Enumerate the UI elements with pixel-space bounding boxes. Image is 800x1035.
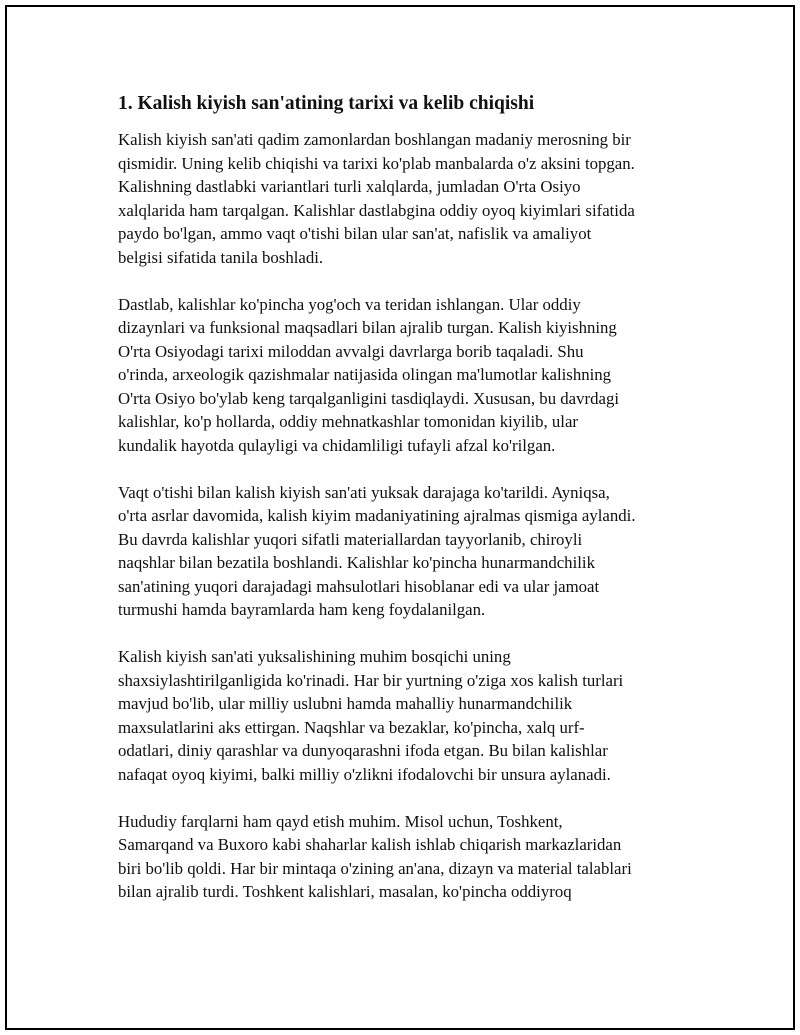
- paragraph-5: [118, 810, 698, 904]
- paragraph-line: Vaqt o'tishi bilan kalish kiyish san'ati yuksak darajaga ko'tarildi. Ayniqsa,: [118, 482, 610, 502]
- paragraph-line: shaxsiylashtirilganligida ko'rinadi. Har bir yurtning o'ziga xos kalish turlari: [118, 670, 624, 690]
- paragraph-line: nafaqat oyoq kiyimi, balki milliy o'zlikni ifodalovchi bir unsura aylanadi.: [118, 764, 611, 784]
- paragraph-line: naqshlar bilan bezatila boshlandi. Kalishlar ko'pincha hunarmandchilik: [118, 553, 595, 572]
- paragraph-1: [118, 128, 698, 269]
- paragraph-line: odatlari, diniy qarashlar va dunyoqarashni ifoda etgan. Bu bilan kalishlar: [118, 741, 608, 760]
- paragraph-line: O'rta Osiyo bo'ylab keng tarqalganligini tasdiqlaydi. Xususan, bu davrdagi: [118, 388, 619, 408]
- paragraph-line: biri bo'lib qoldi. Har bir mintaqa o'zining an'ana, dizayn va material talablari: [118, 858, 632, 878]
- paragraph-line: Samarqand va Buxoro kabi shaharlar kalish ishlab chiqarish markazlaridan: [118, 835, 622, 854]
- paragraph-line: paydo bo'lgan, ammo vaqt o'tishi bilan ular san'at, nafislik va amaliyot: [118, 224, 592, 243]
- paragraph-line: Hududiy farqlarni ham qayd etish muhim. Misol uchun, Toshkent,: [118, 811, 563, 831]
- paragraph-line: Kalishning dastlabki variantlari turli xalqlarda, jumladan O'rta Osiyo: [118, 177, 581, 196]
- paragraph-line: O'rta Osiyodagi tarixi miloddan avvalgi davrlarga borib taqaladi. Shu: [118, 341, 584, 361]
- paragraph-2: [118, 293, 698, 458]
- document-body: [118, 92, 698, 927]
- paragraph-line: qismidir. Uning kelib chiqishi va tarixi ko'plab manbalarda o'z aksini topgan.: [118, 153, 635, 173]
- paragraph-line: san'atining yuqori darajadagi mahsulotlari hisoblanar edi va ular jamoat: [118, 576, 600, 596]
- paragraph-line: dizaynlari va funksional maqsadlari bilan ajralib turgan. Kalish kiyishning: [118, 318, 617, 337]
- paragraph-line: kundalik hayotda qulayligi va chidamliligi tufayli afzal ko'rilgan.: [118, 435, 556, 455]
- paragraph-line: o'rinda, arxeologik qazishmalar natijasida olingan ma'lumotlar kalishning: [118, 365, 612, 384]
- paragraph-line: bilan ajralib turdi. Toshkent kalishlari, masalan, ko'pincha oddiyroq: [118, 882, 572, 901]
- section-title: 1. Kalish kiyish san'atining tarixi va kelib chiqishi: [118, 93, 535, 114]
- paragraph-line: belgisi sifatida tanila boshladi.: [118, 247, 324, 267]
- paragraph-line: maxsulatlarini aks ettirgan. Naqshlar va bezaklar, ko'pincha, xalq urf-: [118, 717, 585, 737]
- paragraph-line: mavjud bo'lib, ular milliy uslubni hamda mahalliy hunarmandchilik: [118, 694, 573, 713]
- paragraph-line: kalishlar, ko'p hollarda, oddiy mehnatkashlar tomonidan kiyilib, ular: [118, 412, 579, 431]
- paragraph-line: xalqlarida ham tarqalgan. Kalishlar dastlabgina oddiy oyoq kiyimlari sifatida: [118, 200, 635, 220]
- paragraph-line: Kalish kiyish san'ati yuksalishining muhim bosqichi uning: [118, 647, 511, 666]
- paragraph-line: Kalish kiyish san'ati qadim zamonlardan boshlangan madaniy merosning bir: [118, 130, 631, 149]
- paragraph-line: Dastlab, kalishlar ko'pincha yog'och va teridan ishlangan. Ular oddiy: [118, 294, 581, 314]
- paragraph-4: [118, 645, 698, 786]
- paragraph-3: [118, 481, 698, 622]
- paragraph-line: Bu davrda kalishlar yuqori sifatli materiallardan tayyorlanib, chiroyli: [118, 529, 583, 549]
- paragraph-line: turmushi hamda bayramlarda ham keng foydalanilgan.: [118, 600, 486, 619]
- paragraph-line: o'rta asrlar davomida, kalish kiyim madaniyatining ajralmas qismiga aylandi.: [118, 506, 636, 525]
